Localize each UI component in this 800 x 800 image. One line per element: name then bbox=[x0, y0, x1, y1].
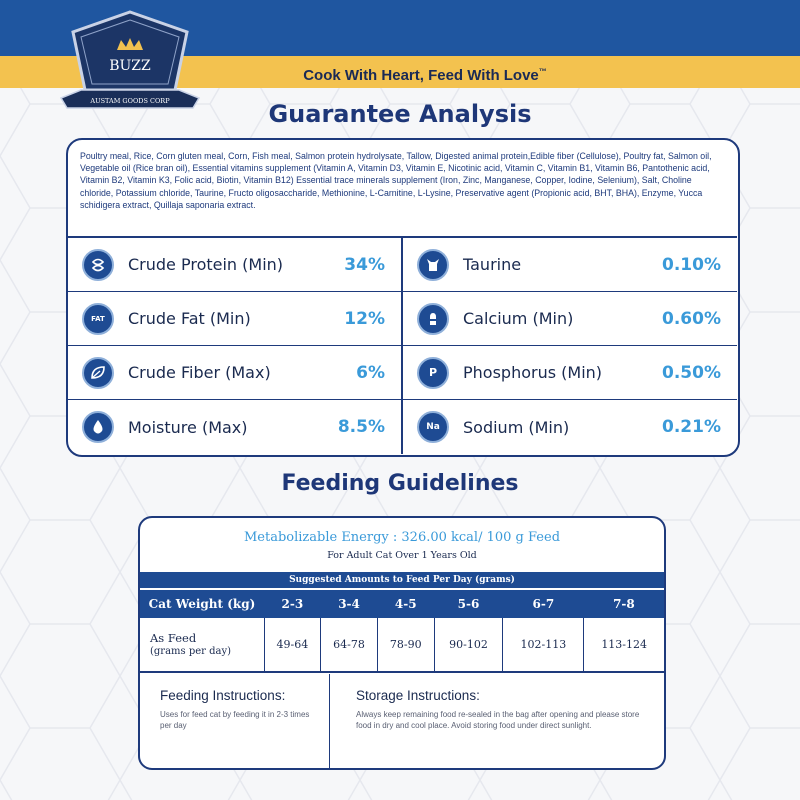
feeding-table bbox=[140, 590, 664, 673]
buzz-logo-badge bbox=[55, 8, 205, 118]
table-cell: 102-113 bbox=[503, 618, 584, 672]
suggested-amounts-bar: Suggested Amounts to Feed Per Day (grams) bbox=[140, 572, 664, 588]
protein-icon bbox=[82, 249, 114, 281]
header-weight: 2-3 bbox=[264, 590, 321, 618]
nutrient-moisture: Moisture (Max) 8.5% bbox=[68, 400, 403, 454]
nutrient-grid bbox=[68, 236, 737, 454]
sodium-icon: Na bbox=[417, 411, 449, 443]
header-weight: 6-7 bbox=[503, 590, 584, 618]
feeding-instructions bbox=[140, 674, 330, 768]
ingredients-list: Poultry meal, Rice, Corn gluten meal, Corn, Fish meal, Salmon protein hydrolysate, Tallow, Digested animal protein,Edible fiber (Cellulose), Poultry fat, Salmon oil, Vegetable oil (Rice bran oil), Essential vitamins supplement (Vitamin A, Vitamin D3, Vitamin E, Nicotinic acid, Vitamin C, Vitamin B1, Vitamin B6, Pantothenic acid, Vitamin B2, Vitamin K3, Folic acid, Biotin, Vitamin B12) Essential trace minerals supplement (Iron, Zinc, Manganese, Copper, Iodine, Selenium), Salt, Choline chloride, Potassium chloride, Taurine, Fructo oligosaccharide, Methionine, L-Carnitine, L-Lysine, Preservative agent (Propionic acid, BHT, BHA), Enzyme, Yucca schidigera extract, Quillaja saponaria extract. bbox=[80, 151, 712, 210]
table-row bbox=[140, 618, 664, 672]
header-weight: 4-5 bbox=[377, 590, 434, 618]
calcium-icon bbox=[417, 303, 449, 335]
brand-tagline: Cook With Heart, Feed With Love™ bbox=[303, 67, 547, 84]
storage-instructions bbox=[330, 674, 664, 768]
fat-icon: FAT bbox=[82, 303, 114, 335]
metabolizable-energy: Metabolizable Energy : 326.00 kcal/ 100 g Feed bbox=[243, 530, 561, 545]
header-cat-weight: Cat Weight (kg) bbox=[140, 590, 264, 618]
svg-text:BUZZ: BUZZ bbox=[109, 58, 151, 74]
header-weight: 5-6 bbox=[434, 590, 503, 618]
guarantee-analysis-panel bbox=[66, 138, 740, 457]
storage-instructions-text: Always keep remaining food re-sealed in the bag after opening and please store food in dry and cool place. Avoid storing food under direct sunlight. bbox=[356, 710, 640, 730]
table-header-row bbox=[140, 590, 664, 618]
table-cell: 78-90 bbox=[377, 618, 434, 672]
table-cell: 90-102 bbox=[434, 618, 503, 672]
header-weight: 3-4 bbox=[321, 590, 378, 618]
audience-note: For Adult Cat Over 1 Years Old bbox=[327, 550, 477, 561]
phosphorus-icon: P bbox=[417, 357, 449, 389]
table-cell: 113-124 bbox=[584, 618, 664, 672]
table-cell: 49-64 bbox=[264, 618, 321, 672]
moisture-drop-icon bbox=[82, 411, 114, 443]
taurine-cat-icon bbox=[417, 249, 449, 281]
feeding-guidelines-title: Feeding Guidelines bbox=[281, 471, 519, 496]
fiber-leaf-icon bbox=[82, 357, 114, 389]
header-weight: 7-8 bbox=[584, 590, 664, 618]
table-cell: 64-78 bbox=[321, 618, 378, 672]
nutrient-phosphorus: P Phosphorus (Min) 0.50% bbox=[403, 346, 737, 400]
feeding-instructions-text: Uses for feed cat by feeding it in 2-3 times per day bbox=[160, 710, 310, 730]
nutrient-crude-fiber: Crude Fiber (Max) 6% bbox=[68, 346, 403, 400]
nutrient-calcium: Calcium (Min) 0.60% bbox=[403, 292, 737, 346]
row-label: As Feed (grams per day) bbox=[140, 618, 264, 672]
storage-instructions-title: Storage Instructions: bbox=[356, 688, 480, 703]
nutrient-sodium: Na Sodium (Min) 0.21% bbox=[403, 400, 737, 454]
nutrient-crude-fat: FAT Crude Fat (Min) 12% bbox=[68, 292, 403, 346]
guarantee-analysis-title: Guarantee Analysis bbox=[268, 100, 532, 128]
feeding-guidelines-panel bbox=[138, 516, 666, 770]
nutrient-taurine: Taurine 0.10% bbox=[403, 238, 737, 292]
svg-text:AUSTAM GOODS CORP: AUSTAM GOODS CORP bbox=[90, 97, 170, 105]
nutrient-crude-protein: Crude Protein (Min) 34% bbox=[68, 238, 403, 292]
feeding-instructions-title: Feeding Instructions: bbox=[160, 688, 286, 703]
